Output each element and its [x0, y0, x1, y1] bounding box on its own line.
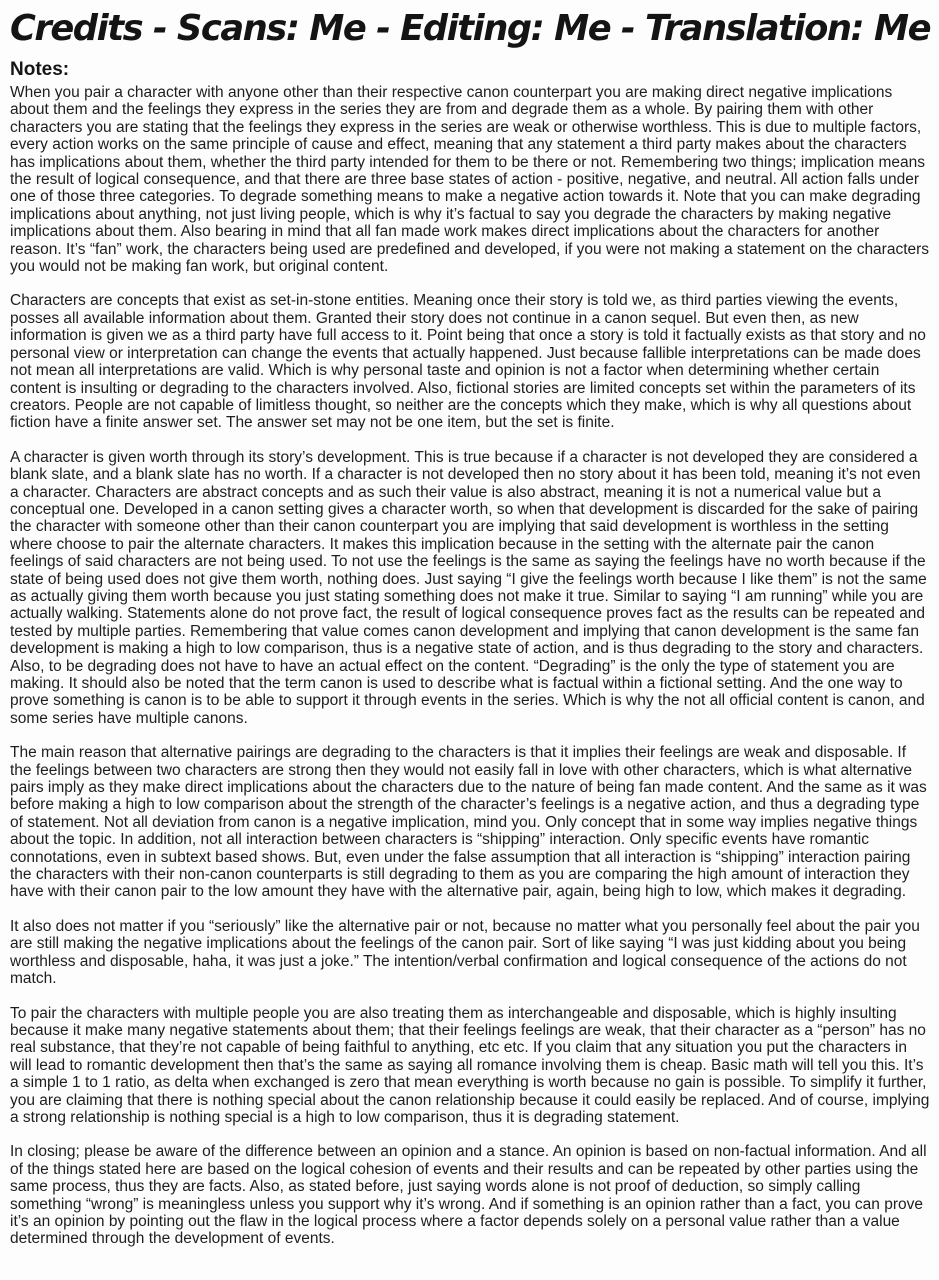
notes-body	[10, 84, 931, 1248]
paragraph: When you pair a character with anyone other than their respective canon counterpart you are making direct negative implications about them and the feelings they express in the series they are from and degrade them as a whole. By pairing them with other characters you are stating that the feelings they express in the series are weak or otherwise worthless. This is due to multiple factors, every action works on the same principle of cause and effect, meaning that any statement a third party makes about the characters has implications about them, whether the third party intended for them to be there or not. Remembering two things; implication means the result of logical consequence, and that there are three base states of action - positive, negative, and neutral. All action falls under one of those three categories. To degrade something means to make a negative action towards it. Note that you can make degrading implications about anything, not just living people, which is why it’s factual to say you degrade the characters by making negative implications about them. Also bearing in mind that all fan made work makes direct implications about the characters for another reason. It’s “fan” work, the characters being used are predefined and developed, if you were not making a statement on the characters you would not be making fan work, but original content.	[10, 84, 930, 276]
paragraph: Characters are concepts that exist as set-in-stone entities. Meaning once their story is told we, as third parties viewing the events, posses all available information about them. Granted their story does not continue in a canon sequel. But even then, as new information is given we as a third party have full access to it. Point being that once a story is told it factually exists as that story and no personal view or interpretation can change the events that actually happened. Just because fallible interpretations can be made does not mean all interpretations are valid. Which is why personal taste and opinion is not a factor when determining whether certain content is insulting or degrading to the characters involved. Also, fictional stories are limited concepts set within the parameters of its creators. People are not capable of limitless thought, so neither are the concepts which they make, which is why all questions about fiction have a finite answer set. The answer set may not be one item, but the set is finite.	[10, 292, 926, 432]
paragraph: To pair the characters with multiple people you are also treating them as interchangeable and disposable, which is highly insulting because it make many negative statements about them; that their feelings feelings are weak, that their character as a “person” has no real substance, that they’re not capable of being faithful to anything, etc etc. If you claim that any situation you put the characters in will lead to romantic development then that’s the same as saying all romance involving them is cheap. Basic math will tell you this. It’s a simple 1 to 1 ratio, as delta when exchanged is zero that mean everything is worth because no gain is possible. To simplify it further, you are claiming that there is nothing special about the canon relationship because it could easily be replaced. And of course, implying a strong relationship is nothing special is a high to low comparison, thus it is degrading statement.	[10, 1004, 930, 1126]
paragraph: The main reason that alternative pairings are degrading to the characters is that it implies their feelings are weak and disposable. If the feelings between two characters are strong then they would not easily fall in love with other characters, which is what alternative pairs imply as they make direct implications about the characters due to the nature of being fan made content. And the same as it was before making a high to low comparison about the strength of the character’s feelings is a negative action, and thus a degrading type of statement. Not all deviation from canon is a negative implication, mind you. Only concept that in some way implies negative things about the topic. In addition, not all interaction between characters is “shipping” interaction. Only specific events have romantic connotations, even in subtext based shows. But, even under the false assumption that all interaction is “shipping” interaction pairing the characters with their non-canon counterparts is still degrading to them as you are comparing the high amount of interaction they have with their canon pair to the low amount they have with the alternative pair, again, being high to low, which makes it degrading.	[10, 744, 927, 901]
notes-heading: Notes:	[10, 59, 70, 80]
paragraph: It also does not matter if you “seriously” like the alternative pair or not, because no matter what you personally feel about the pair you are still making the negative implications about the feelings of the canon pair. Sort of like saying “I was just kidding about you being worthless and disposable, haha, it was just a joke.” The intention/verbal confirmation and logical consequence of the actions do not match.	[10, 917, 920, 988]
paragraph: In closing; please be aware of the difference between an opinion and a stance. An opinion is based on non-factual information. And all of the things stated here are based on the logical cohesion of events and their results and can be repeated by other parties using the same process, thus they are facts. Also, as stated before, just saying words alone is not proof of deduction, so simply calling something “wrong” is meaningless unless you support why it’s wrong. And if something is an opinion rather than a fact, you can prove it’s an opinion by pointing out the flaw in the logical process where a factor depends solely on a personal value rather than a value determined through the development of events.	[10, 1143, 927, 1248]
paragraph: A character is given worth through its story’s development. This is true because if a character is not developed they are considered a blank slate, and a blank slate has no worth. If a character is not developed then no story about it has been told, meaning it’s not even a character. Characters are abstract concepts and as such their value is also abstract, meaning it is not a numerical value but a conceptual one. Developed in a canon setting gives a character worth, so when that development is discarded for the sake of pairing the character with someone other than their canon counterpart you are implying that said development is worthless in the setting where choose to pair the alternate characters. It makes this implication because in the setting with the alternate pair the canon feelings of said characters are not being used. To not use the feelings is the same as saying the feelings have no worth because if the state of being used does not give them worth, nothing does. Just saying “I give the feelings worth because I like them” is not the same as actually giving them worth because you just stating something does not make it true. Similar to saying “I am running” while you are actually walking. Statements alone do not prove fact, the result of logical consequence proves fact as the results can be repeated and tested by multiple parties. Remembering that value comes canon development and implying that canon development is the same fan development is making a high to low comparison, thus is a negative state of action, and is thus degrading to the story and characters. Also, to be degrading does not have to have an actual effect on the content. “Degrading” is the only the type of statement you are making. It should also be noted that the term canon is used to describe what is factual within a fictional setting. And the one way to prove something is canon is to be able to support it through events in the series. Which is why the not all official content is canon, and some series have multiple canons.	[10, 448, 927, 727]
page-title: Credits - Scans: Me - Editing: Me - Translation: Me	[10, 8, 931, 49]
